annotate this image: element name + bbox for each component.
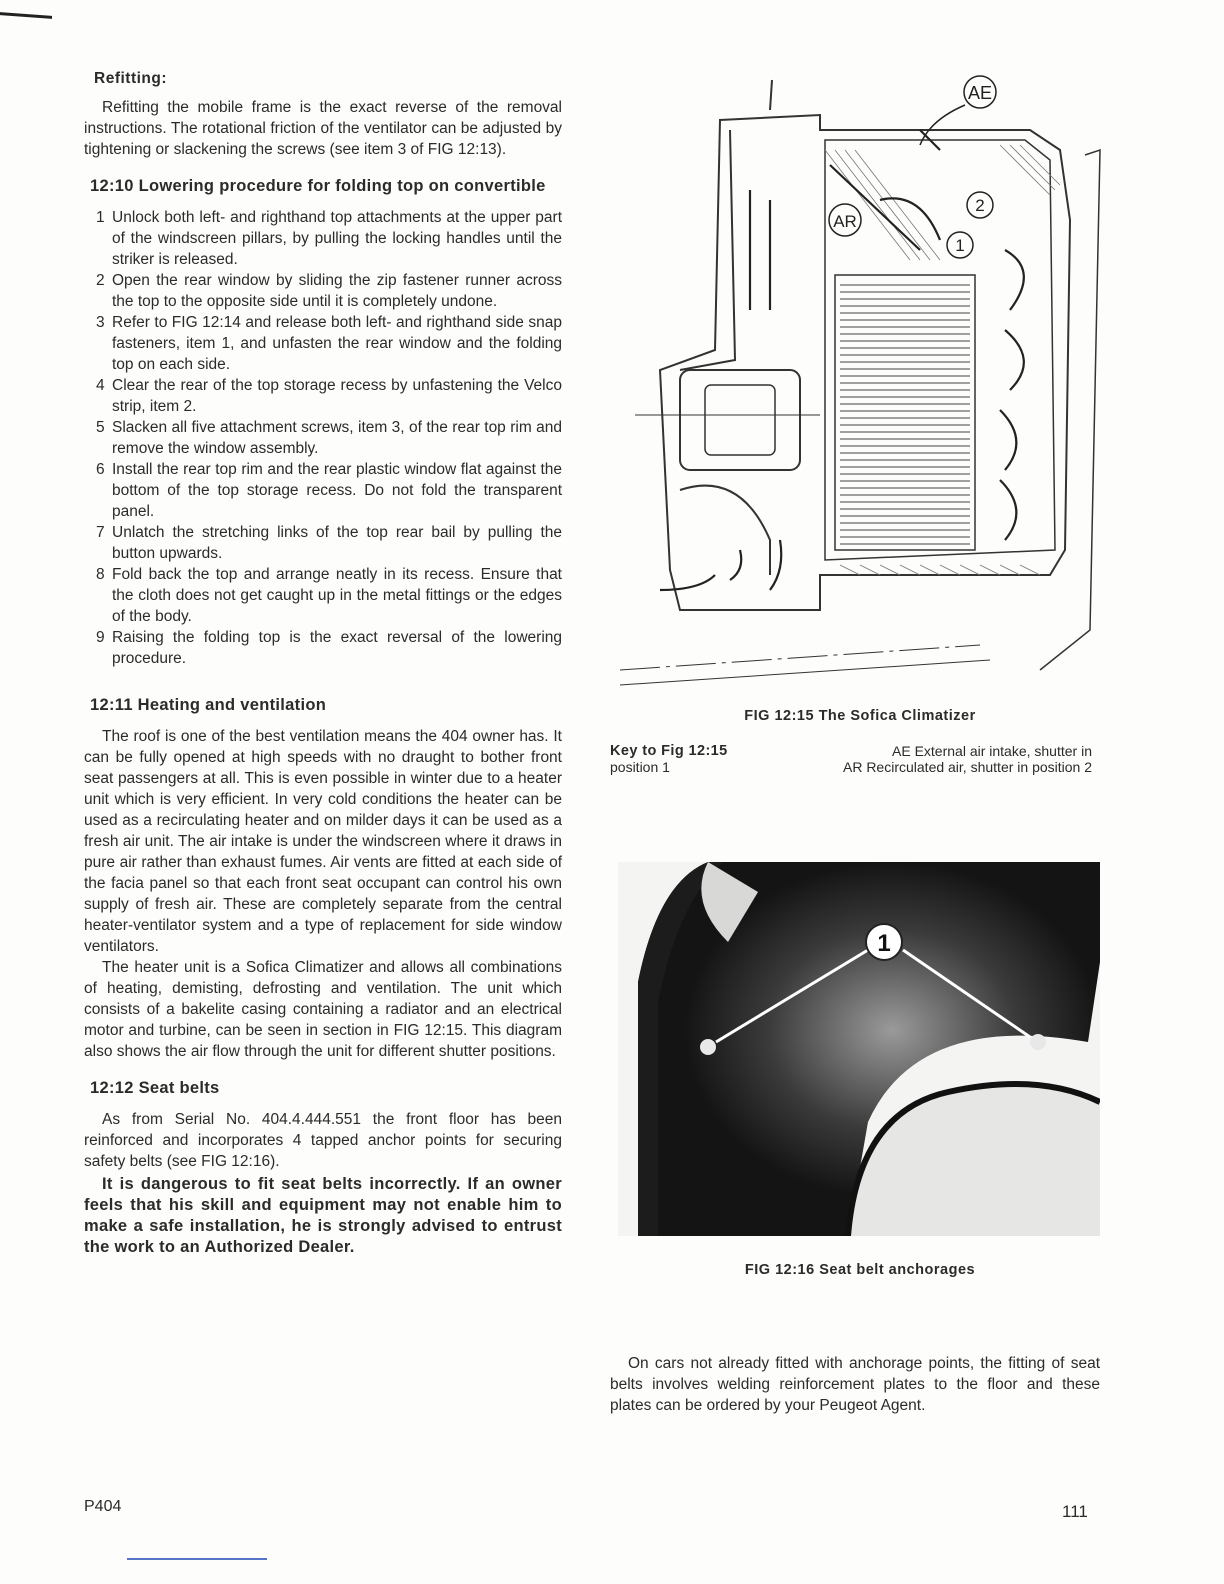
step-item bbox=[84, 459, 562, 522]
step-item bbox=[84, 522, 562, 564]
step-text: Slacken all five attachment screws, item 3, of the rear top rim and remove the window assembly. bbox=[112, 419, 562, 457]
climatizer-cutaway-drawing bbox=[620, 70, 1110, 700]
step-item bbox=[84, 564, 562, 627]
svg-text:AE: AE bbox=[967, 83, 993, 103]
svg-text:2: 2 bbox=[975, 196, 985, 215]
heating-paragraph-1: The roof is one of the best ventilation means the 404 owner has. It can be fully opened at high speeds with no draught to bother front seat passengers at all. This is even possible in winter due to a heater unit which is very efficient. In very cold conditions the heater can be used as a recirculating heater and on milder days it can be used as a fresh air unit. The air intake is under the windscreen where it draws in pure air rather than exhaust fumes. Air vents are fitted at each side of the facia panel so that each front seat occupant can control his own supply of fresh air. These are completely separate from the central heater-ventilator system and a type of replacement for side window ventilators. bbox=[84, 728, 562, 955]
step-text: Unlatch the stretching links of the top rear bail by pulling the button upwards. bbox=[112, 524, 562, 562]
svg-text:1: 1 bbox=[955, 236, 965, 255]
fig-12-15-caption: FIG 12:15 The Sofica Climatizer bbox=[744, 708, 976, 724]
anchorage-label-1 bbox=[866, 924, 902, 960]
fig-12-15-key bbox=[610, 743, 1100, 775]
bottom-rule bbox=[127, 1558, 267, 1560]
key-ae: AE External air intake, shutter in bbox=[892, 743, 1092, 759]
anchorage-paragraph: On cars not already fitted with anchorage points, the fitting of seat belts involves welding reinforcement plates to the floor and these plates can be ordered by your Peugeot Agent. bbox=[610, 1355, 1100, 1414]
fig-12-16-caption-block bbox=[610, 1260, 1100, 1416]
step-item bbox=[84, 207, 562, 270]
step-item bbox=[84, 312, 562, 375]
label-ae bbox=[920, 76, 996, 145]
page-number: 111 bbox=[1062, 1502, 1088, 1521]
section-12-12-title: 12:12 Seat belts bbox=[90, 1079, 220, 1097]
step-number: 2 bbox=[96, 272, 105, 289]
step-number: 8 bbox=[96, 566, 105, 583]
seatbelt-paragraph: As from Serial No. 404.4.444.551 the front floor has been reinforced and incorporates 4 tapped anchor points for securing safety belts (see FIG 12:16). bbox=[84, 1111, 562, 1170]
footer-model-code: P404 bbox=[84, 1498, 122, 1515]
step-item bbox=[84, 270, 562, 312]
key-ar: AR Recirculated air, shutter in position 2 bbox=[842, 759, 1092, 775]
section-12-10-title: 12:10 Lowering procedure for folding top on convertible bbox=[90, 177, 546, 195]
step-item bbox=[84, 627, 562, 669]
step-item bbox=[84, 417, 562, 459]
fig-12-15-diagram bbox=[620, 70, 1110, 705]
step-number: 3 bbox=[96, 314, 105, 331]
label-ar bbox=[829, 204, 861, 236]
section-12-11-title: 12:11 Heating and ventilation bbox=[90, 696, 327, 714]
label-2 bbox=[967, 192, 993, 218]
fig-12-16-caption: FIG 12:16 Seat belt anchorages bbox=[744, 1262, 976, 1278]
page-edge-mark bbox=[0, 12, 52, 19]
step-number: 6 bbox=[96, 461, 105, 478]
step-text: Clear the rear of the top storage recess by unfastening the Velco strip, item 2. bbox=[112, 377, 562, 415]
fig-12-16-photo bbox=[618, 862, 1100, 1241]
heating-paragraph-2: The heater unit is a Sofica Climatizer and allows all combinations of heating, demisting, defrosting and ventilation. The unit which consists of a bakelite casing containing a radiator and an electrical motor and turbine, can be seen in section in FIG 12:15. This diagram also shows the air flow through the unit for different shutter positions. bbox=[84, 959, 562, 1060]
step-text: Install the rear top rim and the rear plastic window flat against the bottom of the top storage recess. Do not fold the transparent panel. bbox=[112, 461, 562, 520]
seatbelt-warning: It is dangerous to fit seat belts incorrectly. If an owner feels that his skill and equipment may not enable him to make a safe installation, he is strongly advised to entrust the work to an Authorized Dealer. bbox=[84, 1175, 562, 1256]
fig-12-15-caption-block bbox=[610, 706, 1100, 775]
svg-text:1: 1 bbox=[877, 930, 891, 957]
step-number: 1 bbox=[96, 209, 105, 226]
step-item bbox=[84, 375, 562, 417]
step-number: 7 bbox=[96, 524, 105, 541]
step-text: Open the rear window by sliding the zip fastener runner across the top to the opposite side until it is completely undone. bbox=[112, 272, 562, 310]
step-text: Unlock both left- and righthand top attachments at the upper part of the windscreen pillars, by pulling the locking handles until the striker is released. bbox=[112, 209, 562, 268]
refitting-text: Refitting the mobile frame is the exact reverse of the removal instructions. The rotational friction of the ventilator can be adjusted by tightening or slackening the screws (see item 3 of FIG 12:13). bbox=[84, 99, 562, 158]
lowering-steps-list bbox=[84, 207, 562, 669]
step-number: 4 bbox=[96, 377, 105, 394]
key-position: position 1 bbox=[610, 759, 670, 775]
step-number: 9 bbox=[96, 629, 105, 646]
step-number: 5 bbox=[96, 419, 105, 436]
refitting-heading: Refitting: bbox=[94, 70, 168, 87]
label-1 bbox=[947, 232, 973, 258]
step-text: Refer to FIG 12:14 and release both left- and righthand side snap fasteners, item 1, and unfasten the rear window and the folding top on each side. bbox=[112, 314, 562, 373]
seat-belt-anchorage-photo bbox=[618, 862, 1100, 1236]
left-column bbox=[84, 62, 562, 1258]
step-text: Fold back the top and arrange neatly in its recess. Ensure that the cloth does not get caught up in the metal fittings or the edges of the body. bbox=[112, 566, 562, 625]
key-title: Key to Fig 12:15 bbox=[610, 743, 728, 759]
step-text: Raising the folding top is the exact reversal of the lowering procedure. bbox=[112, 629, 562, 667]
svg-text:AR: AR bbox=[833, 212, 857, 231]
